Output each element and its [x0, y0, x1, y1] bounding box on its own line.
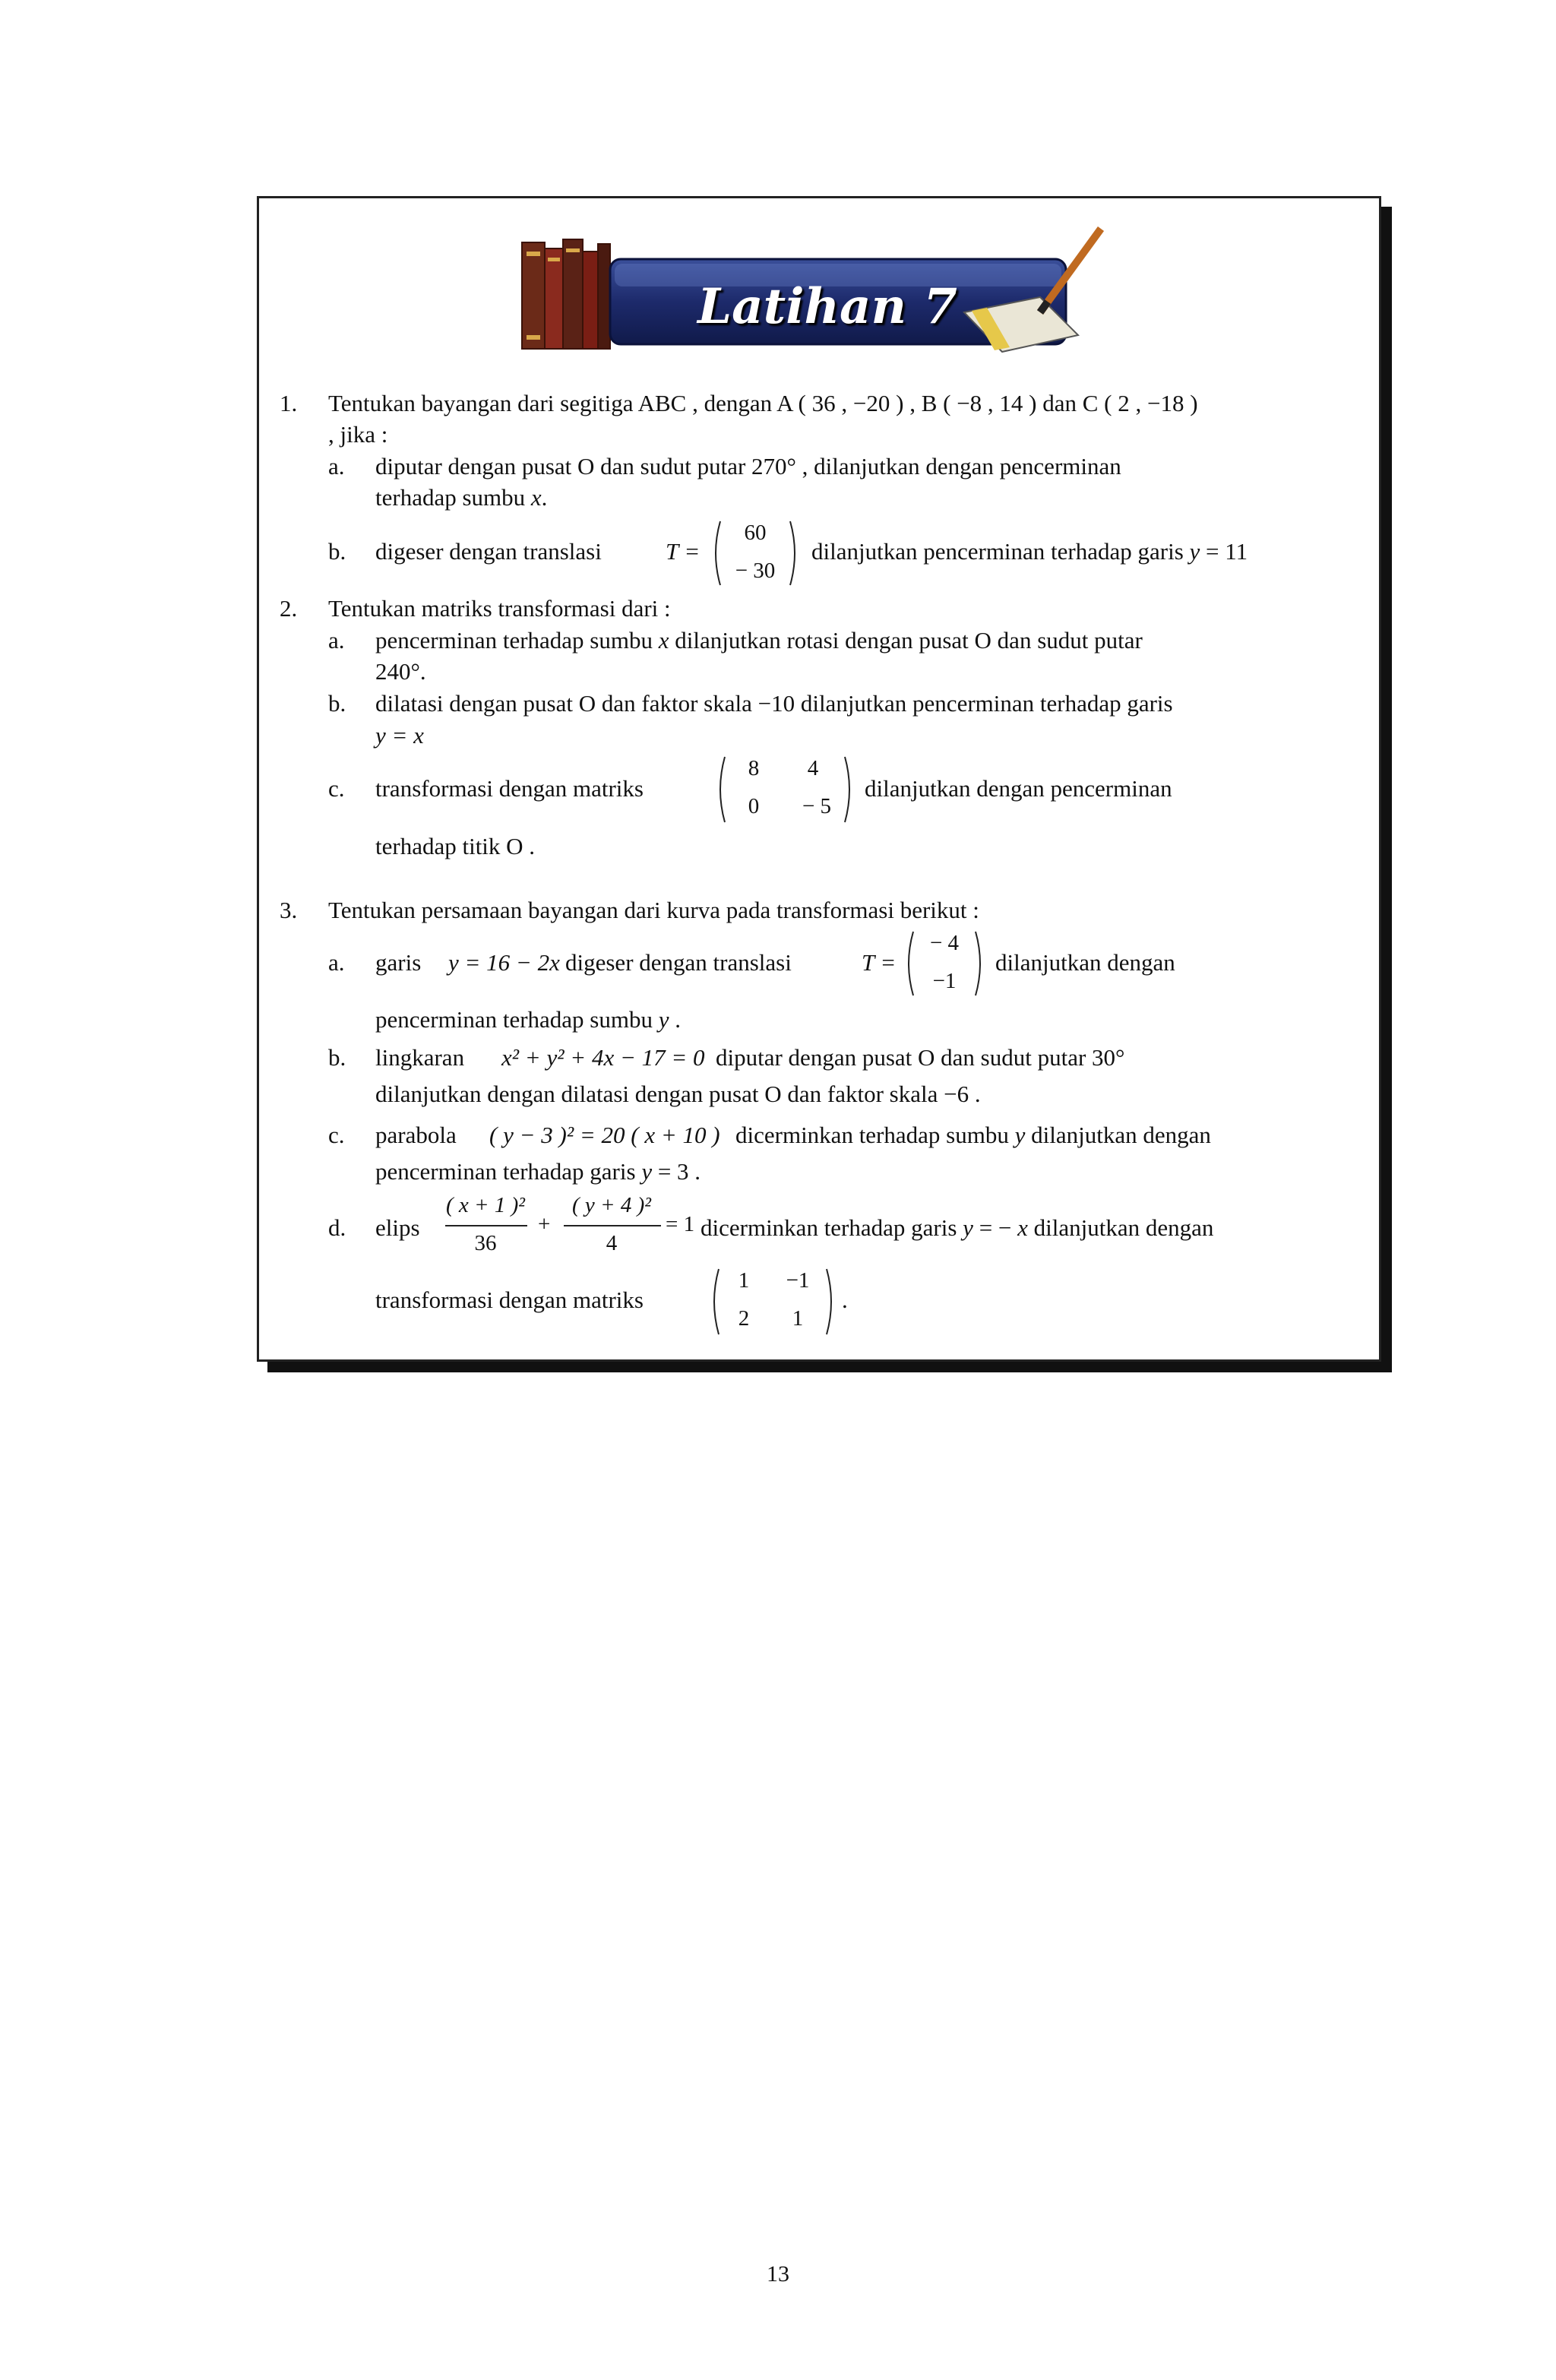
matrix-cell: 60 — [744, 521, 767, 545]
q1-text-line1: Tentukan bayangan dari segitiga ABC , dengan A ( 36 , −20 ) , B ( −8 , 14 ) dan C ( 2 , −18 ) — [328, 390, 1198, 416]
q2b-label: b. — [328, 690, 346, 717]
q3a-line2: pencerminan terhadap sumbu y . — [375, 1006, 681, 1033]
q1b-post: dilanjutkan pencerminan terhadap garis y = 11 — [811, 538, 1248, 565]
q3a-mid: digeser dengan translasi — [565, 949, 792, 976]
q3c-line2: pencerminan terhadap garis y = 3 . — [375, 1158, 701, 1185]
q3d-dot: . — [842, 1287, 848, 1313]
q3a-equation: y = 16 − 2x — [448, 949, 560, 976]
q3b-pre: lingkaran — [375, 1044, 465, 1071]
q3a-translation-T: T = — [862, 949, 897, 976]
matrix-cell: 2 — [738, 1306, 750, 1331]
q2c-post: dilanjutkan dengan pencerminan — [865, 775, 1172, 802]
q3d-fraction2-numerator: ( y + 4 )² — [572, 1193, 651, 1217]
q3c-post: dicerminkan terhadap sumbu y dilanjutkan dengan — [735, 1122, 1211, 1148]
matrix-cell: − 30 — [735, 559, 776, 583]
q1b-translation-matrix — [710, 518, 801, 588]
q2a-line1: pencerminan terhadap sumbu x dilanjutkan rotasi dengan pusat O dan sudut putar — [375, 627, 1143, 654]
q3d-fraction1-bar — [445, 1225, 527, 1226]
q2-number: 2. — [280, 595, 298, 622]
q2b-line2: y = x — [375, 722, 424, 748]
q3d-label: d. — [328, 1214, 346, 1241]
q2b-line1: dilatasi dengan pusat O dan faktor skala −10 dilanjutkan pencerminan terhadap garis — [375, 690, 1173, 717]
q2c-label: c. — [328, 775, 345, 802]
q3a-label: a. — [328, 949, 345, 976]
q3d-fraction1-numerator: ( x + 1 )² — [446, 1193, 525, 1217]
q1b-label: b. — [328, 538, 346, 565]
q1a-label: a. — [328, 453, 345, 479]
q3d-fraction2-denominator: 4 — [606, 1231, 618, 1255]
q3b-equation: x² + y² + 4x − 17 = 0 — [501, 1044, 705, 1071]
q3b-line2: dilanjutkan dengan dilatasi dengan pusat O dan faktor skala −6 . — [375, 1081, 981, 1107]
q2a-line2: 240°. — [375, 658, 426, 685]
q3d-fraction1-denominator: 36 — [474, 1231, 497, 1255]
q1-number: 1. — [280, 390, 298, 416]
q3c-label: c. — [328, 1122, 345, 1148]
q3d-matrix — [708, 1266, 837, 1337]
matrix-cell: −1 — [932, 969, 957, 993]
q3-text-line1: Tentukan persamaan bayangan dari kurva pada transformasi berikut : — [328, 897, 979, 923]
q3b-label: b. — [328, 1044, 346, 1071]
q3a-post: dilanjutkan dengan — [995, 949, 1175, 976]
matrix-cell: 1 — [738, 1268, 750, 1293]
q1a-line2: terhadap sumbu x. — [375, 484, 548, 511]
banner-title: Latihan 7 — [697, 278, 957, 335]
matrix-cell: − 4 — [929, 931, 960, 955]
matrix-cell: 4 — [807, 756, 819, 780]
matrix-cell: −1 — [786, 1268, 810, 1293]
q2c-line2: terhadap titik O . — [375, 833, 536, 859]
q1b-pre: digeser dengan translasi — [375, 538, 602, 565]
q3d-equals-one: = 1 — [666, 1212, 695, 1236]
books-icon — [522, 239, 610, 349]
q1a-line1: diputar dengan pusat O dan sudut putar 270° , dilanjutkan dengan pencerminan — [375, 453, 1121, 479]
q2-text-line1: Tentukan matriks transformasi dari : — [328, 595, 671, 622]
q3a-pre: garis — [375, 949, 422, 976]
q3-number: 3. — [280, 897, 298, 923]
q3a-translation-matrix — [903, 929, 986, 999]
q2c-matrix — [714, 754, 855, 825]
page-number: 13 — [767, 2261, 789, 2287]
q3d-fraction2-bar — [564, 1225, 661, 1226]
q3d-post: dicerminkan terhadap garis y = − x dilanjutkan dengan — [701, 1214, 1214, 1241]
q3d-pre: elips — [375, 1214, 420, 1241]
matrix-cell: 8 — [748, 756, 760, 780]
q3c-pre: parabola — [375, 1122, 457, 1148]
q3d-line2: transformasi dengan matriks — [375, 1287, 644, 1313]
q3d-plus: + — [538, 1212, 551, 1236]
q2c-pre: transformasi dengan matriks — [375, 775, 644, 802]
banner — [516, 221, 1108, 358]
matrix-cell: 0 — [748, 794, 760, 818]
q3b-post: diputar dengan pusat O dan sudut putar 30° — [716, 1044, 1125, 1071]
q3c-equation: ( y − 3 )² = 20 ( x + 10 ) — [489, 1122, 720, 1148]
matrix-cell: 1 — [792, 1306, 804, 1331]
matrix-cell: − 5 — [802, 794, 832, 818]
q2a-label: a. — [328, 627, 345, 654]
q1-text-line2: , jika : — [328, 421, 388, 448]
q1b-translation-T: T = — [666, 538, 701, 565]
